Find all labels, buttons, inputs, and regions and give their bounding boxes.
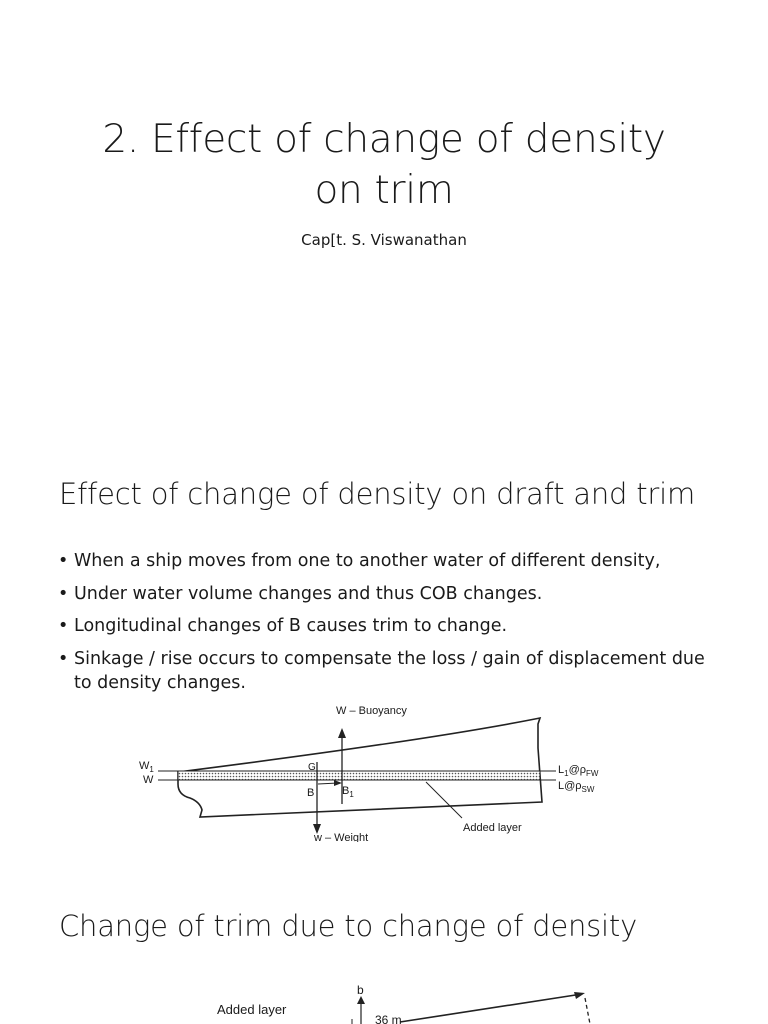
b1-label: $B_1$ <box>342 785 354 799</box>
g-label: G <box>308 762 316 773</box>
bullet-marker: • <box>58 551 69 571</box>
bullet-marker: • <box>58 583 69 604</box>
vertical-dashed-line <box>585 998 590 1024</box>
weight-label: w – Weight <box>314 832 369 842</box>
w-label: W <box>143 774 154 786</box>
trim-arrowhead <box>574 992 585 999</box>
w1-label: $W_1$ <box>139 760 154 774</box>
ship-density-diagram <box>130 700 610 842</box>
trim-line <box>400 994 582 1022</box>
ship-hull-outline <box>178 718 542 817</box>
bullet-text: Under water volume changes and thus COB changes. <box>74 583 543 604</box>
slide-author: Cap[t. S. Viswanathan <box>301 231 467 249</box>
title-slide <box>0 0 768 432</box>
slide-heading: Effect of change of density on draft and trim <box>59 477 696 511</box>
bullet-text: When a ship moves from one to another water of different density, <box>74 551 661 571</box>
l-label: $L@\rho_{SW}$ <box>558 780 595 794</box>
bullet-item <box>58 582 708 606</box>
slide-heading: Change of trim due to change of density <box>59 909 638 943</box>
l1-label: $L_1@\rho_{FW}$ <box>558 764 599 778</box>
dimension-label: 36 m <box>375 1013 402 1024</box>
b-label: b <box>357 984 364 997</box>
bullet-text: Sinkage / rise occurs to compensate the loss / gain of displacement due to density changes. <box>74 648 705 693</box>
buoyancy-label: W – Buoyancy <box>336 705 407 717</box>
bullet-marker: • <box>58 648 69 669</box>
buoyancy-arrowhead <box>338 728 346 738</box>
b-arrowhead <box>357 996 365 1004</box>
b-label: B <box>307 787 315 799</box>
bullet-item <box>58 614 708 638</box>
bullet-item <box>58 549 708 573</box>
trim-density-slide <box>0 864 768 1024</box>
trim-diagram <box>200 984 610 1024</box>
slide-title: 2. Effect of change of density on trim <box>102 117 666 213</box>
bullet-text: Longitudinal changes of B causes trim to change. <box>74 616 508 636</box>
bullet-item <box>58 647 708 695</box>
cob-shift-arrowhead <box>334 780 342 786</box>
bullet-list <box>58 549 708 703</box>
bullet-marker: • <box>58 616 69 636</box>
added-layer-band <box>178 771 540 780</box>
density-draft-trim-slide <box>0 432 768 864</box>
added-layer-leader <box>426 782 462 818</box>
added-layer-label: Added layer <box>463 822 522 834</box>
added-layer-label: Added layer <box>217 1002 287 1017</box>
